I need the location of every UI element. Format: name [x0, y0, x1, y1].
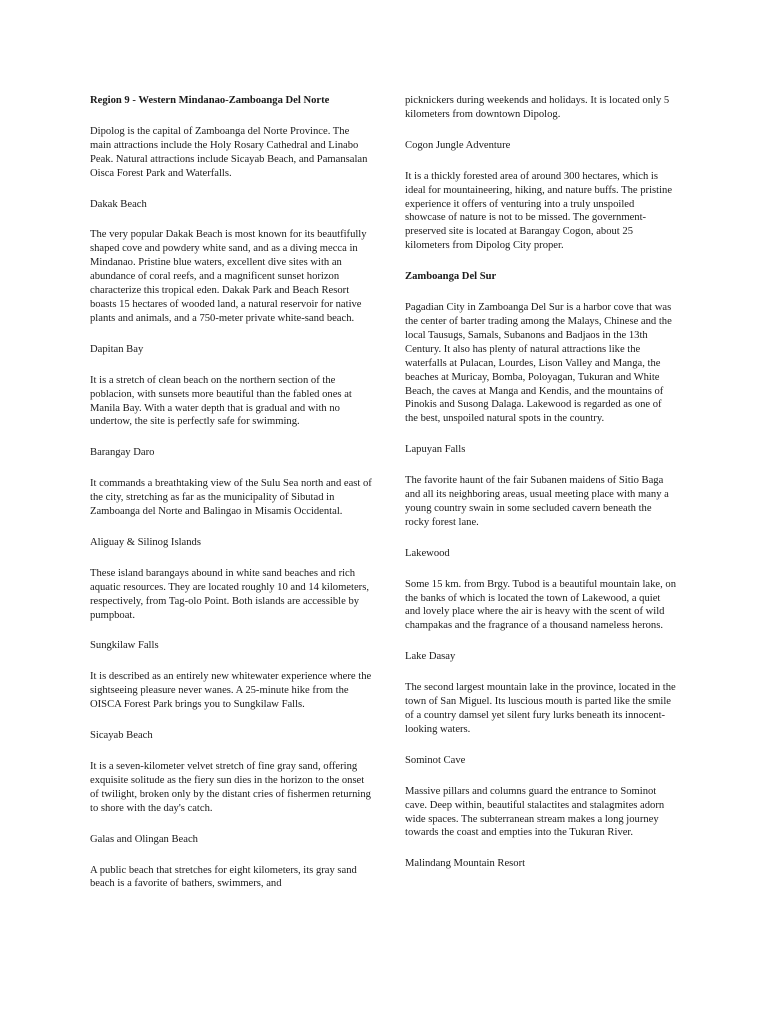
section-body-barangay-daro: It commands a breathtaking view of the Sulu Sea north and east of the city, stretching as far as the municipality of Sibutad in Zamboanga del Norte and Balingao in Misamis Occidental.: [90, 478, 372, 518]
section-body-cogon-jungle: It is a thickly forested area of around 300 hectares, which is ideal for mountaineering, hiking, and nature buffs. The pristine experience it offers of venturing into a truly unspoiled showcase of nature is not to be missed. The government-preserved site is located at Barangay Cogon, about 25 kilometers from Dipolog City proper.: [405, 170, 673, 252]
section-body-sicayab-beach: It is a seven-kilometer velvet stretch of fine gray sand, offering exquisite solitude as the fiery sun dies in the horizon to the onset of twilight, broken only by the distant cries of fishermen returning to shore with the day's catch.: [90, 761, 371, 814]
section-title-sungkilaw-falls: Sungkilaw Falls: [90, 640, 159, 652]
section-body-lakewood: Some 15 km. from Brgy. Tubod is a beautiful mountain lake, on the banks of which is located the town of Lakewood, a quiet and lovely place where the air is heavy with the scent of wild champakas and the fragrance of a thousand nameless herons.: [405, 578, 677, 632]
section-body-dapitan-bay: It is a stretch of clean beach on the northern section of the poblacion, with sunsets more beautiful than the fabled ones at Manila Bay. With a water depth that is gradual and with no undertow, the site is perfectly safe for swimming.: [90, 374, 352, 428]
section-title-barangay-daro: Barangay Daro: [90, 447, 155, 459]
region2-title: Zamboanga Del Sur: [405, 271, 497, 283]
section-title-dapitan-bay: Dapitan Bay: [90, 343, 144, 355]
section-title-lakewood: Lakewood: [405, 547, 450, 559]
section-body-galas-olingan: A public beach that stretches for eight kilometers, its gray sand beach is a favorite of bathers, swimmers, and: [90, 864, 357, 890]
continuation-text: picknickers during weekends and holidays. It is located only 5 kilometers from downtown Dipolog.: [405, 95, 670, 120]
region-intro: Dipolog is the capital of Zamboanga del Norte Province. The main attractions include the Holy Rosary Cathedral and Linabo Peak. Natural attractions include Sicayab Beach, and Pamansalan Oisca Forest Park and Waterfalls.: [90, 125, 368, 179]
section-title-aliguay-silinog: Aliguay & Silinog Islands: [90, 536, 201, 548]
section-body-lapuyan-falls: The favorite haunt of the fair Subanen maidens of Sitio Baga and all its neighboring areas, usual meeting place with many a young country swain in some secluded cavern beneath the rocky forest lane.: [405, 475, 669, 528]
section-title-sicayab-beach: Sicayab Beach: [90, 730, 153, 742]
section-title-lake-dasay: Lake Dasay: [405, 651, 456, 663]
right-column: [405, 94, 677, 888]
section-body-sungkilaw-falls: It is described as an entirely new whitewater experience where the sightseeing pleasure never wanes. A 25-minute hike from the OISCA Forest Park brings you to Sungkilaw Falls.: [90, 671, 372, 711]
section-title-lapuyan-falls: Lapuyan Falls: [405, 444, 466, 456]
region-title: Region 9 - Western Mindanao-Zamboanga Del Norte: [90, 95, 330, 106]
section-title-sominot-cave: Sominot Cave: [405, 754, 466, 766]
section-body-lake-dasay: The second largest mountain lake in the province, located in the town of San Miguel. Its luscious mouth is parted like the smile of a country damsel yet silent fury lurks beneath its innocent-looking waters.: [405, 682, 676, 735]
section-body-aliguay-silinog: These island barangays abound in white sand beaches and rich aquatic resources. They are located roughly 10 and 14 kilometers, respectively, from Tag-olo Point. Both islands are accessible by pumpboat.: [90, 567, 369, 621]
section-title-malindang-resort: Malindang Mountain Resort: [405, 858, 526, 870]
section-body-sominot-cave: Massive pillars and columns guard the entrance to Sominot cave. Deep within, beautiful stalactites and stalagmites adorn wide spaces. The subterranean stream makes a long journey towards the coast and empties into the Tukuran River.: [405, 785, 665, 839]
section-body-dakak-beach: The very popular Dakak Beach is most known for its beautfifully shaped cove and powdery white sand, and as a diving mecca in Mindanao. Pristine blue waters, excellent dive sites with an abundance of coral reefs, and a magnificent sunset horizon characterize this tropical eden. Dakak Park and Beach Resort boasts 15 hectares of wooded land, a natural reservoir for native plants and animals, and a 750-meter private white-sand beach.: [90, 229, 367, 324]
section-title-dakak-beach: Dakak Beach: [90, 198, 147, 210]
section-title-cogon-jungle: Cogon Jungle Adventure: [405, 139, 511, 151]
section-title-galas-olingan: Galas and Olingan Beach: [90, 833, 198, 845]
left-column: [90, 94, 372, 908]
region2-intro: Pagadian City in Zamboanga Del Sur is a harbor cove that was the center of barter trading among the Malays, Chinese and the local Tausugs, Samals, Subanons and Badjaos in the 13th Century. It also has plenty of natural attractions like the waterfalls at Pulacan, Lourdes, Lison Valley and Manga, the beaches at Muricay, Bomba, Poloyagan, Tukuran and White Beach, the caves at Manga and Kendis, and the mountains of Pinokis and Susong Dalaga. Lakewood is regarded as one of the best, unspoiled natural spots in the country.: [405, 302, 672, 425]
